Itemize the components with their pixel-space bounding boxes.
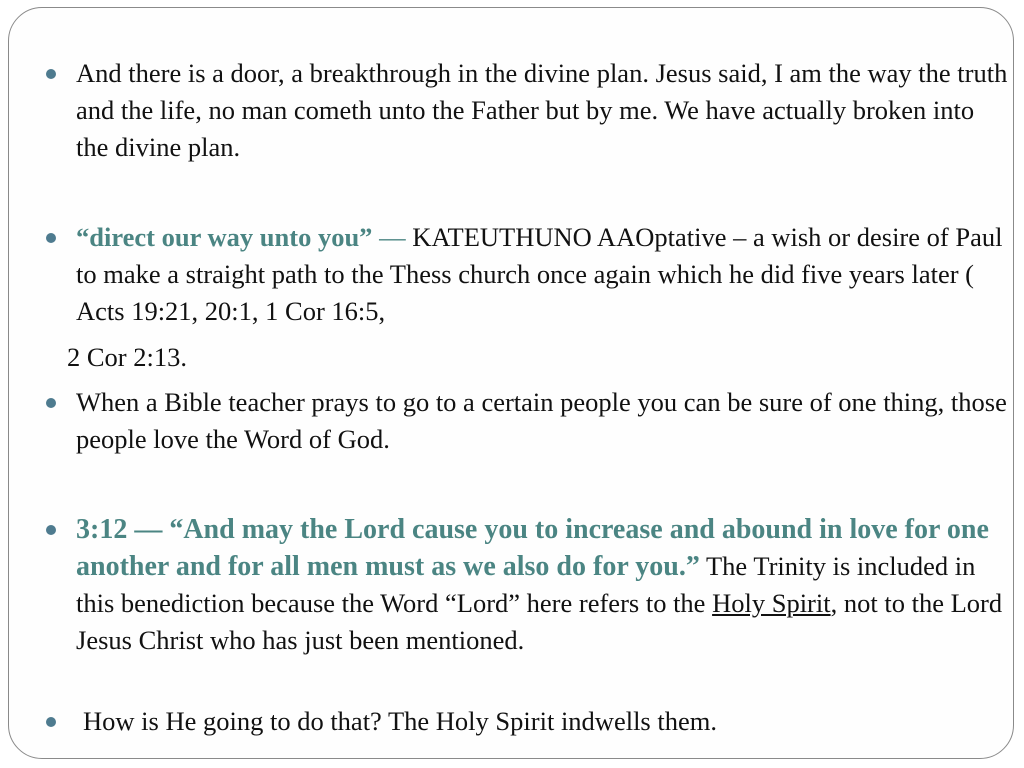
bullet-5-text: How is He going to do that? The Holy Spirit indwells them. <box>83 706 717 736</box>
verse-quote: 3:12 — “And may the Lord cause you to increase and abound in love for one another and for all men must as we also do for you.” <box>76 514 989 582</box>
greek-term: KATEUTHUNO AAOptative <box>412 222 727 252</box>
em-dash: — <box>372 222 413 252</box>
bullet-dot <box>46 525 56 535</box>
bullet-dot <box>46 717 56 727</box>
scripture-quote: “direct our way unto you” <box>76 222 373 252</box>
bullet-2-rest: – a wish or desire of Paul to make a straight path to the Thess church once again which he did five years later ( Acts 19:21, 20:1, 1 Cor 16:5, <box>76 222 1003 326</box>
bullet-3-text: When a Bible teacher prays to go to a certain people you can be sure of one thing, those people love the Word of God. <box>76 387 1007 454</box>
bullet-1-text: And there is a door, a breakthrough in the divine plan. Jesus said, I am the way the truth and the life, no man cometh unto the Father but by me. We have actually broken into the divine plan. <box>76 58 1008 162</box>
bullet-4-rest-before: The Trinity is included in this benediction because the Word “Lord” here refers to the <box>76 551 976 618</box>
bullet-4-rest-after: , not to the Lord Jesus Christ who has just been mentioned. <box>76 588 1003 655</box>
bullet-4-text <box>76 511 1012 659</box>
holy-spirit-link: Holy Spirit <box>712 588 831 618</box>
bullet-dot <box>46 398 56 408</box>
continuation-line: 2 Cor 2:13. <box>67 342 187 372</box>
bullet-2-text <box>76 219 1012 330</box>
bullet-dot <box>46 69 56 79</box>
bullet-dot <box>46 233 56 243</box>
